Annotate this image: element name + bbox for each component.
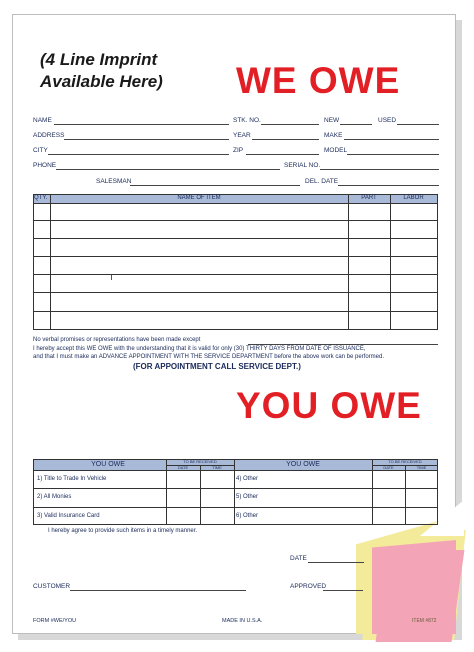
model-label: MODEL (324, 147, 348, 154)
form-number: FORM #WE/YOU (33, 618, 77, 624)
city-field[interactable] (48, 154, 229, 155)
you-owe-header-right: YOU OWE (286, 461, 320, 468)
appointment-note: (FOR APPOINTMENT CALL SERVICE DEPT.) (133, 362, 301, 371)
new-label: NEW (324, 117, 340, 124)
customer-signature-field[interactable] (70, 590, 246, 591)
we-owe-row-divider (33, 203, 438, 204)
date-field[interactable] (308, 562, 364, 563)
city-label: CITY (33, 147, 48, 154)
we-owe-col-divider (348, 194, 349, 330)
you-owe-col-divider (200, 465, 201, 525)
you-owe-item-5: 5) Other (236, 494, 259, 500)
disclaimer-line-1: No verbal promises or representations have been made except (33, 337, 201, 343)
you-owe-subheader-divider (166, 465, 234, 466)
you-owe-item-1: 1) Title to Trade In Vehicle (37, 476, 107, 482)
model-field[interactable] (347, 154, 439, 155)
serial-no-label: SERIAL NO. (284, 162, 321, 169)
pen-mark (111, 275, 112, 280)
we-owe-row-divider (33, 256, 438, 257)
you-owe-col-divider (234, 459, 235, 525)
salesman-label: SALESMAN (96, 178, 132, 185)
you-owe-row-divider (33, 488, 438, 489)
date-label: DATE (290, 555, 307, 562)
you-owe-item-3: 3) Valid Insurance Card (37, 513, 100, 519)
to-be-received-header-right: TO BE RECEIVED (388, 459, 422, 464)
address-label: ADDRESS (33, 132, 65, 139)
you-owe-subheader-divider (372, 465, 438, 466)
we-owe-row-divider (33, 238, 438, 239)
you-owe-header-left: YOU OWE (91, 461, 125, 468)
name-label: NAME (33, 117, 52, 124)
name-field[interactable] (54, 124, 229, 125)
we-owe-row-divider (33, 274, 438, 275)
del-date-field[interactable] (338, 185, 439, 186)
approved-signature-field[interactable] (323, 590, 363, 591)
address-field[interactable] (64, 139, 229, 140)
name-of-item-header: NAME OF ITEM (177, 195, 221, 201)
zip-field[interactable] (246, 154, 319, 155)
salesman-field[interactable] (130, 185, 300, 186)
time-header-right: TIME (416, 465, 427, 470)
serial-no-field[interactable] (320, 169, 439, 170)
customer-label: CUSTOMER (33, 583, 71, 590)
to-be-received-header-left: TO BE RECEIVED (183, 459, 217, 464)
you-owe-title: YOU OWE (236, 385, 422, 426)
stk-no-label: STK. NO. (233, 117, 261, 124)
used-field[interactable] (397, 124, 439, 125)
agree-statement: I hereby agree to provide such items in a timely manner. (48, 528, 198, 534)
qty-header: QTY. (34, 195, 48, 201)
we-owe-title: WE OWE (236, 60, 401, 101)
you-owe-row-divider (33, 507, 438, 508)
make-field[interactable] (344, 139, 439, 140)
disclaimer-line-3: and that I must make an ADVANCE APPOINTMENT WITH THE SERVICE DEPARTMENT before the above work can be performed. (33, 354, 385, 360)
labor-header: LABOR (403, 195, 424, 201)
phone-field[interactable] (56, 169, 280, 170)
time-header-left: TIME (212, 465, 222, 470)
we-owe-col-divider (390, 194, 391, 330)
you-owe-item-2: 2) All Monies (37, 494, 72, 500)
used-label: USED (378, 117, 397, 124)
imprint-line-1: (4 Line Imprint (40, 50, 158, 69)
date-header-left: DATE (177, 465, 189, 470)
made-in-usa: MADE IN U.S.A. (222, 618, 263, 624)
you-owe-col-divider (372, 459, 373, 525)
imprint-area (40, 49, 220, 93)
you-owe-item-4: 4) Other (236, 476, 259, 482)
zip-label: ZIP (233, 147, 244, 154)
exceptions-field[interactable] (248, 344, 438, 345)
imprint-line-2: Available Here) (40, 72, 163, 91)
you-owe-row-divider (33, 470, 438, 471)
item-number: ITEM #872 (412, 618, 437, 624)
you-owe-col-divider (405, 465, 406, 525)
stk-no-field[interactable] (261, 124, 319, 125)
we-owe-row-divider (33, 292, 438, 293)
we-owe-row-divider (33, 311, 438, 312)
you-owe-item-6: 6) Other (236, 513, 259, 519)
you-owe-col-divider (166, 459, 167, 525)
part-header: PART (361, 195, 377, 201)
we-owe-table (33, 194, 438, 330)
we-owe-col-divider (50, 194, 51, 330)
year-label: YEAR (233, 132, 251, 139)
approved-label: APPROVED (290, 583, 327, 590)
del-date-label: DEL. DATE (305, 178, 339, 185)
disclaimer-line-2: I hereby accept this WE OWE with the understanding that it is valid for only (30) THIRTY DAYS FROM DATE OF ISSUANCE, (33, 346, 366, 352)
we-owe-row-divider (33, 220, 438, 221)
new-field[interactable] (340, 124, 372, 125)
phone-label: PHONE (33, 162, 57, 169)
make-label: MAKE (324, 132, 343, 139)
date-header-right: DATE (383, 465, 394, 470)
year-field[interactable] (252, 139, 319, 140)
